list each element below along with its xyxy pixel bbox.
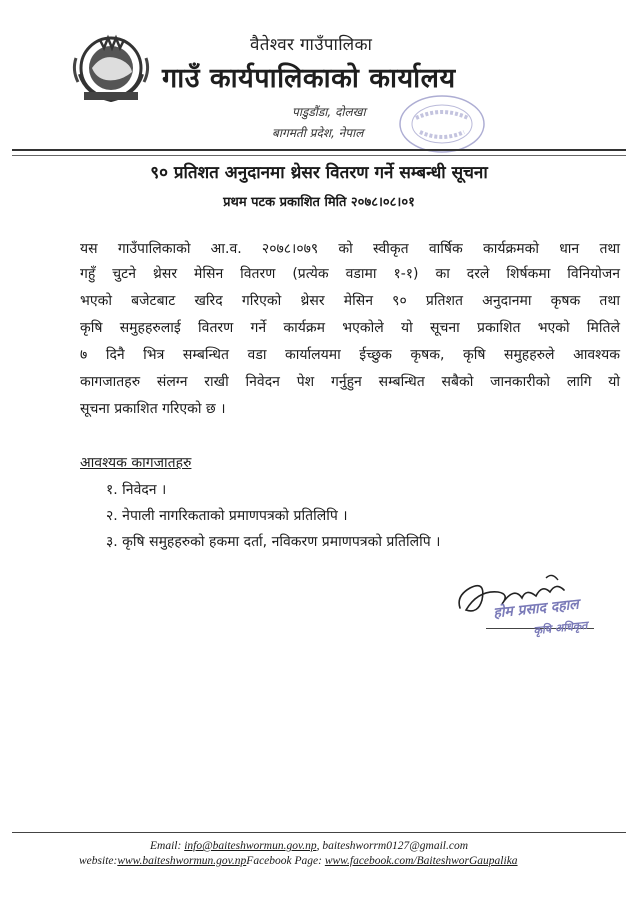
- header-divider: [12, 149, 626, 156]
- document-item: ३. कृषि समुहहरुको हकमा दर्ता, नविकरण प्रमाणपत्रको प्रतिलिपि ।: [106, 534, 441, 550]
- body-text-line: यस गाउँपालिकाको आ.व. २०७८।०७९ को स्वीकृत वार्षिक कार्यक्रमको धान तथा: [80, 241, 620, 257]
- signatory-stamp-name: होम प्रसाद दहाल: [492, 596, 580, 622]
- address-line-1: पाडुडौंडा, दोलखा: [292, 105, 366, 119]
- footer-web-line: [79, 855, 518, 867]
- email-label: Email:: [150, 840, 182, 852]
- website-link[interactable]: www.baiteshwormun.gov.np: [117, 855, 247, 867]
- required-documents-heading: आवश्यक कागजातहरु: [80, 455, 192, 471]
- address-line-2: बागमती प्रदेश, नेपाल: [272, 126, 364, 140]
- body-text-line: कृषि समुहहरुलाई वितरण गर्ने कार्यक्रम भएकोले यो सूचना प्रकाशित भएको मितिले: [80, 320, 620, 336]
- body-text-line: कागजातहरु संलग्न राखी निवेदन पेश गर्नुहुन सम्बन्धित सबैको जानकारीको लागि यो: [80, 374, 620, 390]
- office-title: गाउँ कार्यपालिकाको कार्यालय: [162, 63, 456, 94]
- facebook-link[interactable]: www.facebook.com/BaiteshworGaupalika: [324, 855, 518, 867]
- municipality-name: वैतेश्वर गाउँपालिका: [250, 35, 373, 55]
- nepal-emblem-logo: [70, 28, 152, 106]
- email-link-primary[interactable]: info@baiteshwormun.gov.np: [184, 840, 317, 852]
- footer-divider: [12, 832, 626, 833]
- facebook-label: Facebook Page:: [246, 855, 322, 867]
- website-label: website:: [79, 855, 118, 867]
- document-item: १. निवेदन ।: [106, 482, 167, 498]
- signatory-stamp-title: कृषि अधिकृत: [532, 618, 589, 638]
- email-separator: ,: [316, 840, 320, 852]
- footer-email-line: [150, 840, 468, 852]
- body-text-line: ७ दिनै भित्र सम्बन्धित वडा कार्यालयमा ईच्छुक कृषक, कृषि समुहहरुले आवश्यक: [80, 347, 620, 363]
- body-text-line: गहुँ चुटने थ्रेसर मेसिन वितरण (प्रत्येक वडामा १-१) का दरले शिर्षकमा विनियोजन: [80, 266, 620, 282]
- document-item: २. नेपाली नागरिकताको प्रमाणपत्रको प्रतिलिपि ।: [106, 508, 348, 524]
- notice-title: ९० प्रतिशत अनुदानमा थ्रेसर वितरण गर्ने सम्बन्धी सूचना: [150, 163, 488, 183]
- body-text-line: भएको बजेटबाट खरिद गरिएको थ्रेसर मेसिन ९० प्रतिशत अनुदानमा कृषक तथा: [80, 293, 620, 309]
- body-text-line: सूचना प्रकाशित गरिएको छ ।: [80, 401, 226, 417]
- email-secondary[interactable]: baiteshworrm0127@gmail.com: [322, 840, 469, 852]
- publish-date: प्रथम पटक प्रकाशित मिति २०७८।०८।०१: [223, 195, 415, 210]
